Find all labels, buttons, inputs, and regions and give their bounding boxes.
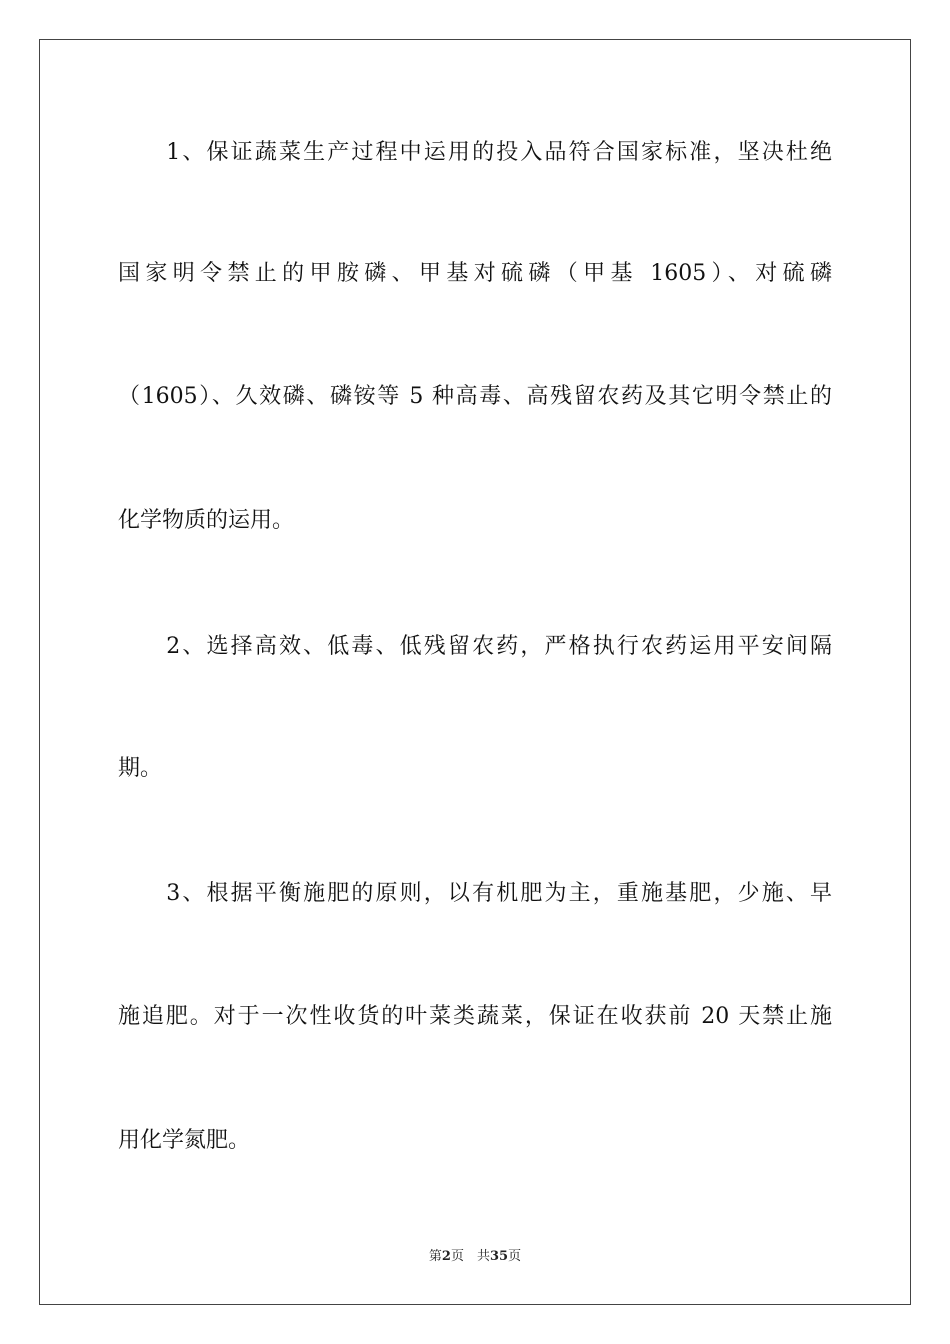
total-pages-number: 35 (489, 1249, 509, 1264)
footer-suffix: 页 (508, 1249, 522, 1264)
page-footer (0, 1248, 950, 1266)
paragraph-1-line-3: （1605）、久效磷、磷铵等 5 种高毒、高残留农药及其它明令禁止的 (118, 384, 832, 409)
footer-prefix: 第 (428, 1249, 442, 1264)
paragraph-3-line-1: 3、根据平衡施肥的原则，以有机肥为主，重施基肥，少施、早 (118, 881, 832, 906)
paragraph-3-line-3: 用化学氮肥。 (118, 1128, 251, 1153)
paragraph-1-line-4: 化学物质的运用。 (118, 508, 295, 533)
paragraph-2-line-1: 2、选择高效、低毒、低残留农药，严格执行农药运用平安间隔 (118, 634, 832, 659)
current-page-number: 2 (441, 1249, 451, 1264)
page-border (39, 39, 911, 1305)
footer-mid: 页 共 (450, 1249, 490, 1264)
paragraph-1-line-1: 1、保证蔬菜生产过程中运用的投入品符合国家标准，坚决杜绝 (118, 140, 832, 165)
paragraph-3-line-2: 施追肥。对于一次性收货的叶菜类蔬菜，保证在收获前 20 天禁止施 (118, 1004, 832, 1029)
paragraph-2-line-2: 期。 (118, 756, 163, 781)
paragraph-1-line-2: 国家明令禁止的甲胺磷、甲基对硫磷（甲基 1605）、对硫磷 (118, 261, 832, 286)
